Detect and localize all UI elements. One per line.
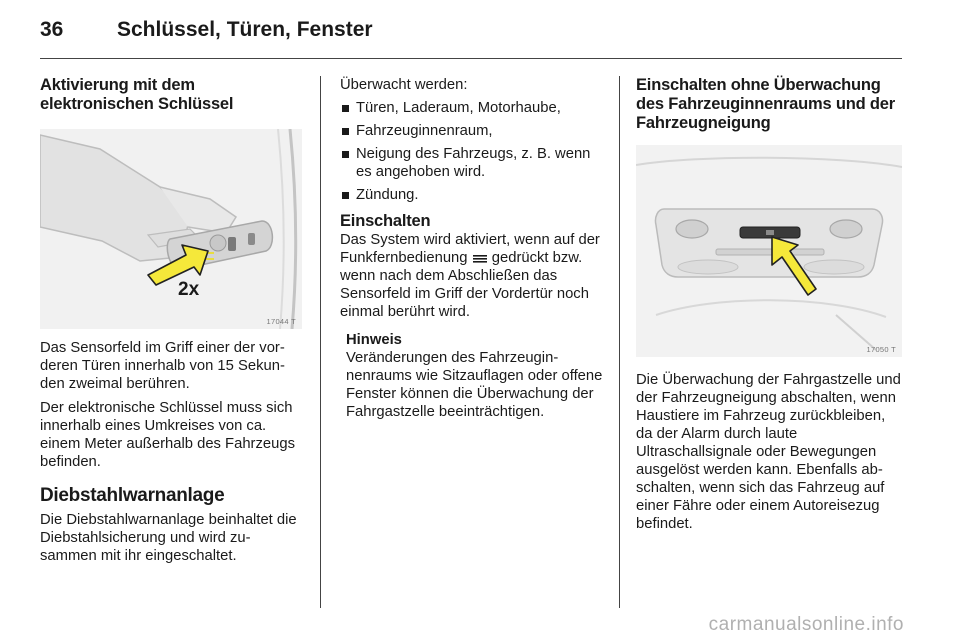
header-rule <box>40 58 902 59</box>
bullet-icon <box>342 192 349 199</box>
door-handle-illustration <box>40 129 302 329</box>
column-divider-1 <box>320 76 321 608</box>
note-text: Veränderungen des Fahrzeuginnenraums wie Sitzauflagen oder offene Fenster können die Überwachung der Fahrgastzelle beeinträchtigen. <box>346 350 603 420</box>
page-header <box>40 18 902 50</box>
note-title: Hinweis <box>346 332 402 348</box>
paragraph-sensor: Das Sensorfeld im Griff einer der vorderen Türen innerhalb von 15 Sekunden zweimal berühren. <box>40 340 285 392</box>
watermark: carmanualsonline.info <box>708 614 904 635</box>
bullet-icon <box>342 105 349 112</box>
column-divider-2 <box>619 76 620 608</box>
heading-electronic-key: Aktivierung mit dem elektronischen Schlüssel <box>40 76 234 113</box>
ceiling-console-illustration <box>636 145 902 357</box>
heading-disable-monitoring: Einschalten ohne Überwachung des Fahrzeuginnenraums und der Fahrzeugneigung <box>636 76 895 132</box>
figure-door-handle <box>40 129 302 329</box>
column-2 <box>340 76 606 421</box>
bullet-icon <box>342 151 349 158</box>
figure-ceiling-console <box>636 145 902 357</box>
list-item: Fahrzeuginnenraum, <box>340 122 606 140</box>
page-title: Schlüssel, Türen, Fenster <box>117 18 373 41</box>
lock-symbol-icon <box>473 254 487 263</box>
figure-code: 17050 T <box>866 345 896 354</box>
paragraph-monitored-intro: Überwacht werden: <box>340 77 468 93</box>
paragraph-activation: Das System wird aktiviert, wenn auf der Funkfernbedienung gedrückt bzw. wenn nach dem Abschließen das Sensorfeld im Griff der Vordertür noch einmal berührt wird. <box>340 232 600 320</box>
column-1 <box>40 76 302 565</box>
bullet-icon <box>342 128 349 135</box>
note-box <box>340 331 606 421</box>
heading-activation: Einschalten <box>340 212 431 230</box>
monitored-list <box>340 99 606 204</box>
figure-code: 17044 T <box>266 317 296 326</box>
paragraph-key-range: Der elektronische Schlüssel muss sich innerhalb eines Umkreises von ca. einem Meter außerhalb des Fahrzeugs befinden. <box>40 400 295 470</box>
list-item: Türen, Laderaum, Motorhaube, <box>340 99 606 117</box>
heading-alarm-system: Diebstahlwarnanlage <box>40 485 225 506</box>
figure-label-2x: 2x <box>178 279 200 300</box>
column-3 <box>636 76 902 533</box>
list-item: Zündung. <box>340 186 606 204</box>
paragraph-disable-monitoring: Die Überwachung der Fahrgastzelle und der Fahrzeugneigung abschalten, wenn Haustiere im Fahrzeug zurückbleiben, da der Alarm durch laute Ultraschallsignale oder Bewegungen ausgelöst werden kann. Ebenfalls abschalten, wenn sich das Fahrzeug auf einer Fähre oder einem Autoreisezug befindet. <box>636 372 901 532</box>
paragraph-alarm-system: Die Diebstahlwarnanlage beinhaltet die Diebstahlsicherung und wird zusammen mit ihr eingeschaltet. <box>40 512 297 564</box>
list-item: Neigung des Fahrzeugs, z. B. wenn es angehoben wird. <box>340 145 606 181</box>
page-number: 36 <box>40 18 64 41</box>
